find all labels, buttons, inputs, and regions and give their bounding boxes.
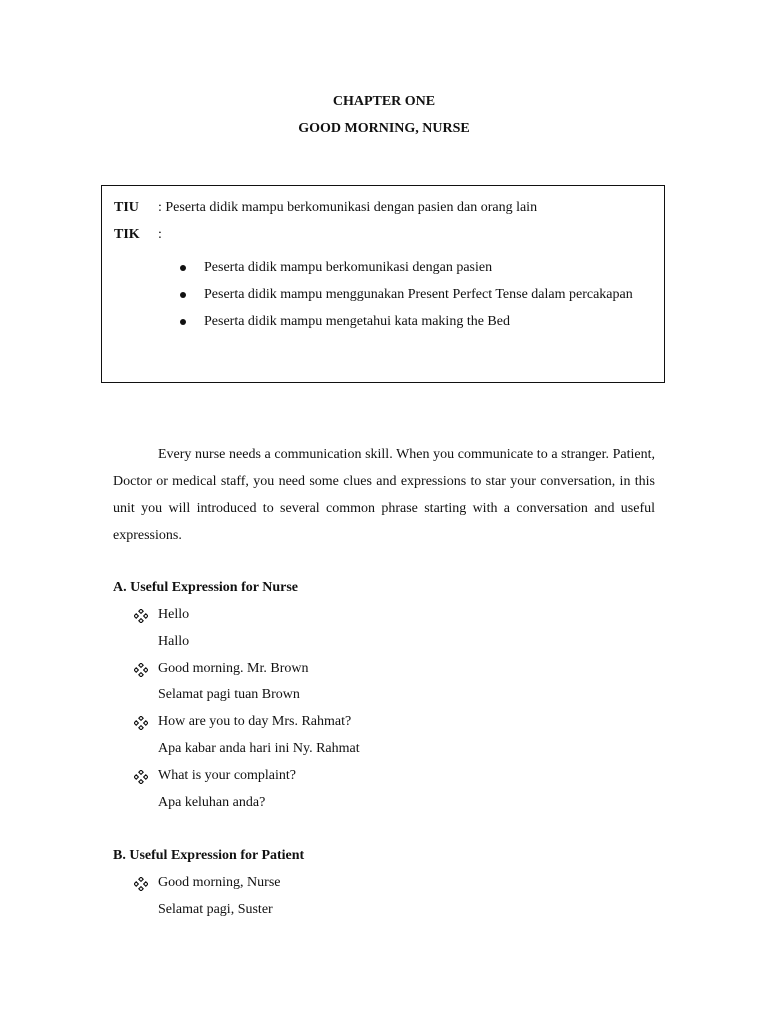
- expression-translation: Apa kabar anda hari ini Ny. Rahmat: [158, 740, 360, 756]
- expression-phrase: Good morning. Mr. Brown: [158, 660, 309, 676]
- expression-translation: Selamat pagi, Suster: [158, 901, 273, 917]
- chapter-title: GOOD MORNING, NURSE: [298, 121, 470, 136]
- four-diamond-bullet-icon: [134, 609, 148, 623]
- expression-translation: Selamat pagi tuan Brown: [158, 687, 300, 703]
- tik-bullet-text: Peserta didik mampu berkomunikasi dengan pasien: [204, 260, 493, 275]
- section-a-heading: A. Useful Expression for Nurse: [113, 580, 298, 595]
- nurse-expression-list: [134, 602, 654, 816]
- four-diamond-bullet-icon: [134, 716, 148, 730]
- tik-bullet-item: [178, 254, 654, 281]
- expression-translation: Hallo: [158, 633, 190, 649]
- expression-phrase: How are you to day Mrs. Rahmat?: [158, 714, 352, 730]
- filled-circle-bullet-icon: [180, 319, 186, 325]
- filled-circle-bullet-icon: [180, 292, 186, 298]
- filled-circle-bullet-icon: [180, 265, 186, 271]
- expression-item: [134, 656, 654, 710]
- intro-paragraph: [113, 441, 655, 549]
- tik-text: :: [158, 227, 162, 242]
- four-diamond-bullet-icon: [134, 877, 148, 891]
- tiu-text: : Peserta didik mampu berkomunikasi dengan pasien dan orang lain: [158, 200, 538, 215]
- expression-phrase: What is your complaint?: [158, 767, 297, 783]
- learning-objectives-box: [101, 185, 665, 383]
- tik-bullet-text: Peserta didik mampu menggunakan Present Perfect Tense dalam percakapan: [204, 287, 633, 302]
- tiu-label: TIU: [114, 200, 139, 215]
- expression-phrase: Good morning, Nurse: [158, 875, 281, 890]
- tik-bullet-list: [178, 254, 654, 335]
- expression-phrase: Hello: [158, 607, 190, 622]
- chapter-number: CHAPTER ONE: [332, 94, 436, 109]
- expression-item: [134, 709, 654, 763]
- four-diamond-bullet-icon: [134, 770, 148, 784]
- tik-bullet-text: Peserta didik mampu mengetahui kata making the Bed: [204, 314, 510, 329]
- four-diamond-bullet-icon: [134, 663, 148, 677]
- expression-translation: Apa keluhan anda?: [158, 794, 266, 810]
- expression-item: [134, 870, 654, 924]
- expression-item: [134, 602, 654, 656]
- intro-text: Every nurse needs a communication skill. When you communicate to a stranger. Patient, Doctor or medical staff, you need some clues and expressions to star your conversation, in this unit you will introduced to several common phrase starting with a conversation and useful expressions.: [113, 447, 655, 543]
- tik-bullet-item: [178, 281, 654, 308]
- patient-expression-list: [134, 870, 654, 924]
- section-b-heading: B. Useful Expression for Patient: [113, 848, 305, 863]
- tik-label: TIK: [114, 227, 140, 242]
- tik-bullet-item: [178, 308, 654, 335]
- expression-item: [134, 763, 654, 817]
